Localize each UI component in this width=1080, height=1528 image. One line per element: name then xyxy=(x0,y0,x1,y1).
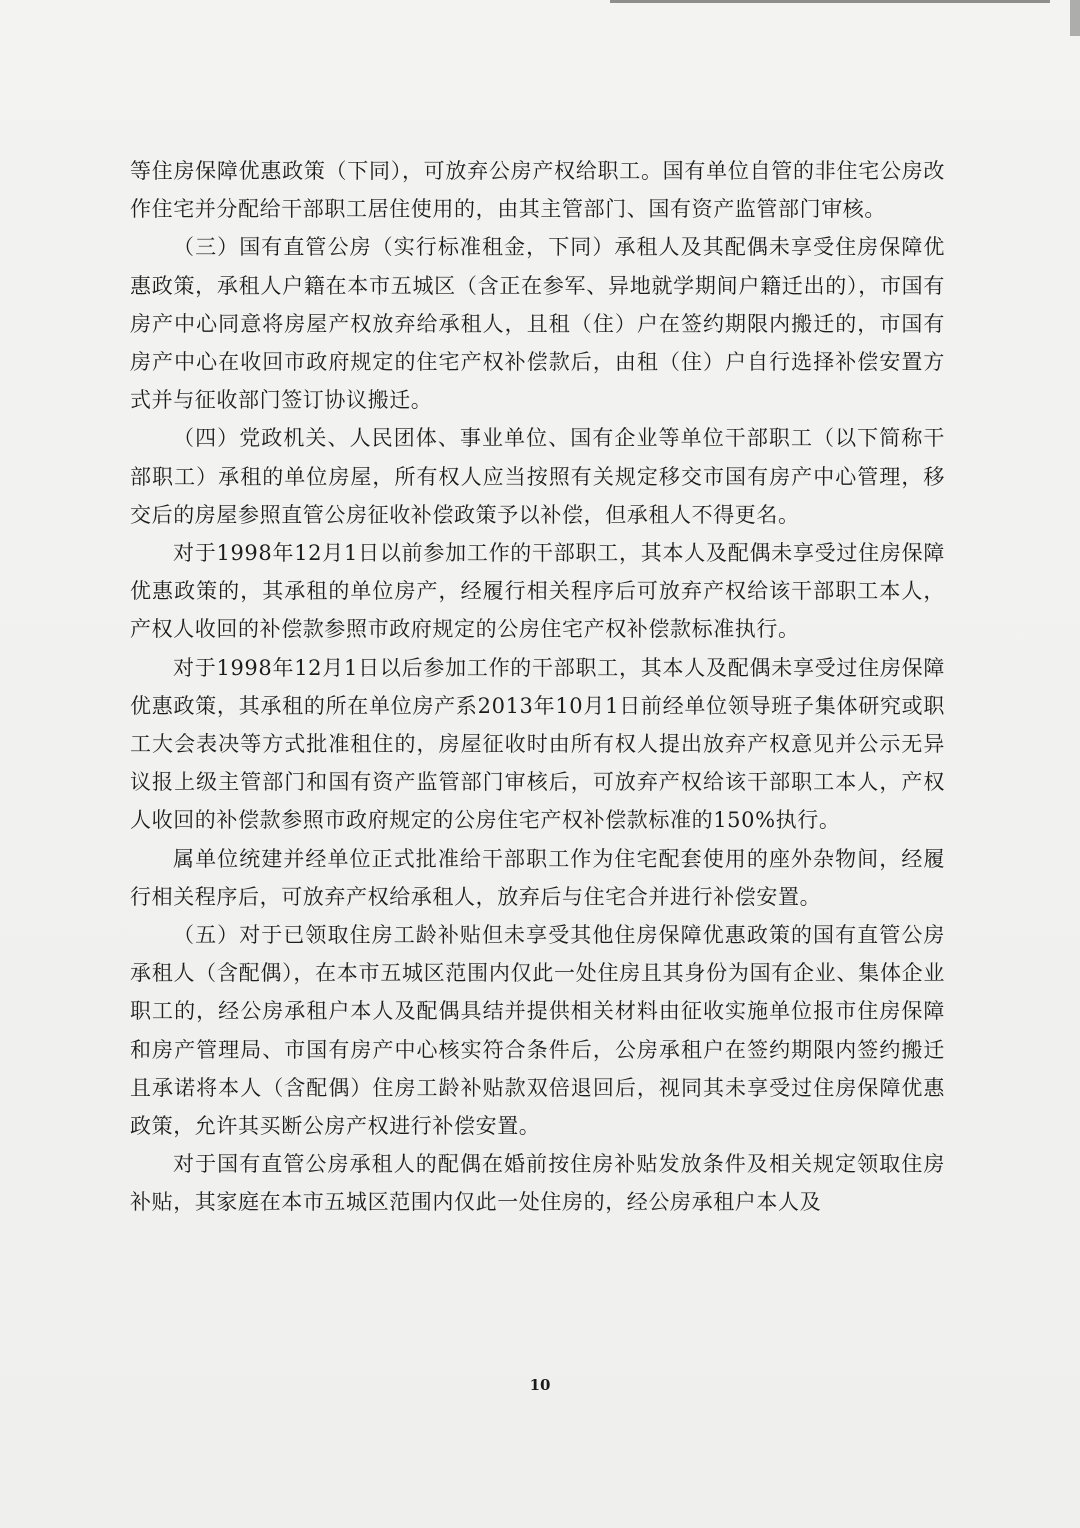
paragraph-2: （三）国有直管公房（实行标准租金，下同）承租人及其配偶未享受住房保障优惠政策，承租人户籍在本市五城区（含正在参军、异地就学期间户籍迁出的），市国有房产中心同意将房屋产权放弃给承租人，且租（住）户在签约期限内搬迁的，市国有房产中心在收回市政府规定的住宅产权补偿款后，由租（住）户自行选择补偿安置方式并与征收部门签订协议搬迁。 xyxy=(130,235,945,413)
paragraph-1: 等住房保障优惠政策（下同），可放弃公房产权给职工。国有单位自管的非住宅公房改作住宅并分配给干部职工居住使用的，由其主管部门、国有资产监管部门审核。 xyxy=(130,159,945,222)
paragraph-8: 对于国有直管公房承租人的配偶在婚前按住房补贴发放条件及相关规定领取住房补贴，其家庭在本市五城区范围内仅此一处住房的，经公房承租户本人及 xyxy=(130,1152,945,1215)
body-text xyxy=(130,152,945,1222)
paragraph-7: （五）对于已领取住房工龄补贴但未享受其他住房保障优惠政策的国有直管公房承租人（含配偶），在本市五城区范围内仅此一处住房且其身份为国有企业、集体企业职工的，经公房承租户本人及配偶具结并提供相关材料由征收实施单位报市住房保障和房产管理局、市国有房产中心核实符合条件后，公房承租户在签约期限内签约搬迁且承诺将本人（含配偶）住房工龄补贴款双倍退回后，视同其未享受过住房保障优惠政策，允许其买断公房产权进行补偿安置。 xyxy=(130,923,945,1139)
paragraph-6: 属单位统建并经单位正式批准给干部职工作为住宅配套使用的座外杂物间，经履行相关程序后，可放弃产权给承租人，放弃后与住宅合并进行补偿安置。 xyxy=(130,846,945,909)
page-number: 10 xyxy=(529,1376,551,1394)
paragraph-5: 对于1998年12月1日以后参加工作的干部职工，其本人及配偶未享受过住房保障优惠政策，其承租的所在单位房产系2013年10月1日前经单位领导班子集体研究或职工大会表决等方式批准租住的，房屋征收时由所有权人提出放弃产权意见并公示无异议报上级主管部门和国有资产监管部门审核后，可放弃产权给该干部职工本人，产权人收回的补偿款参照市政府规定的公房住宅产权补偿款标准的150%执行。 xyxy=(130,655,945,833)
paragraph-3: （四）党政机关、人民团体、事业单位、国有企业等单位干部职工（以下简称干部职工）承租的单位房屋，所有权人应当按照有关规定移交市国有房产中心管理，移交后的房屋参照直管公房征收补偿政策予以补偿，但承租人不得更名。 xyxy=(130,426,945,527)
scan-edge-mark xyxy=(610,0,1050,3)
paragraph-4: 对于1998年12月1日以前参加工作的干部职工，其本人及配偶未享受过住房保障优惠政策的，其承租的单位房产，经履行相关程序后可放弃产权给该干部职工本人，产权人收回的补偿款参照市政府规定的公房住宅产权补偿款标准执行。 xyxy=(130,541,945,642)
scan-edge-shadow xyxy=(1070,0,1080,36)
